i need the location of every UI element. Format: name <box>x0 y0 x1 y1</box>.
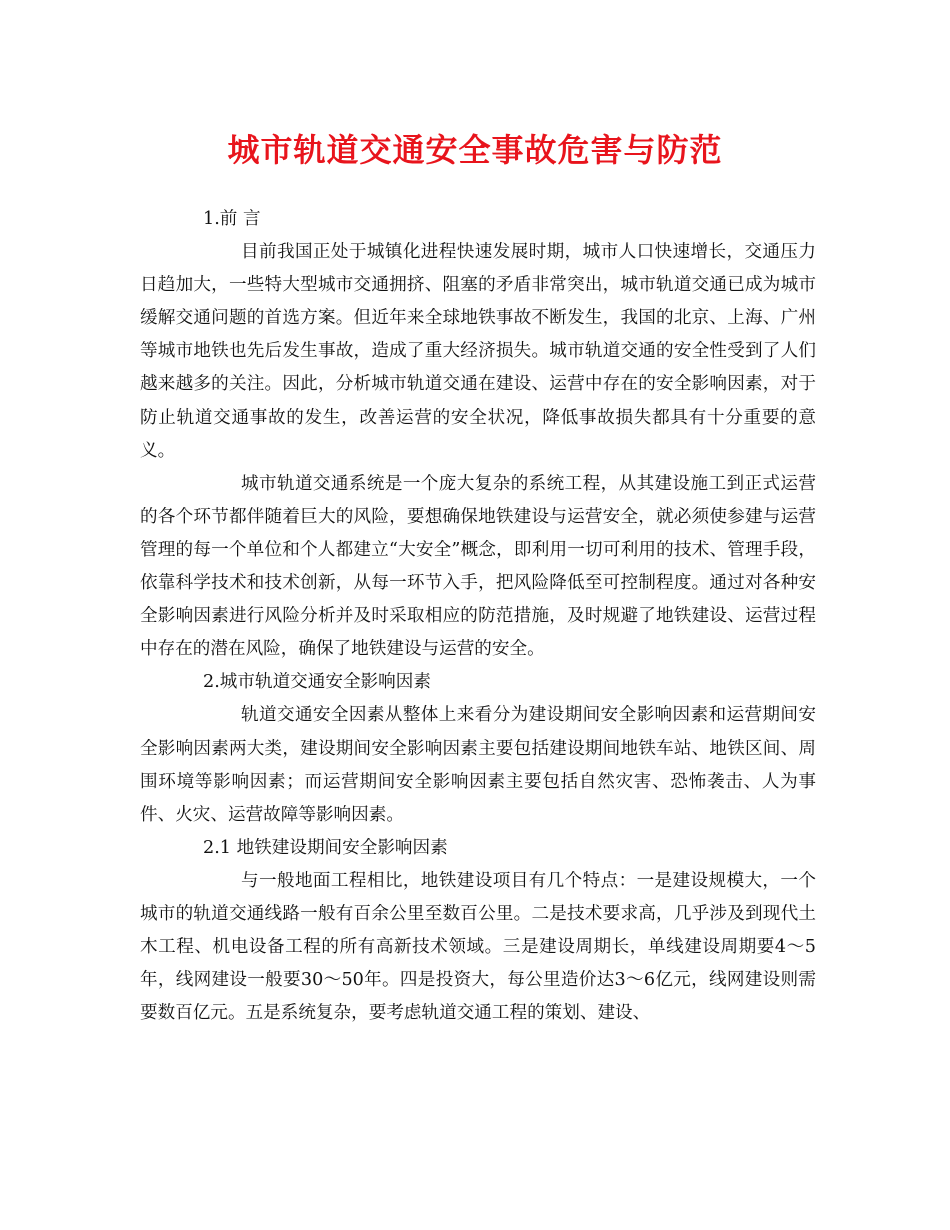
document-body <box>140 203 816 1030</box>
paragraph: 与一般地面工程相比，地铁建设项目有几个特点：一是建设规模大，一个城市的轨道交通线路一般有百余公里至数百公里。二是技术要求高，几乎涉及到现代土木工程、机电设备工程的所有高新技术领域。三是建设周期长，单线建设周期要4～5年，线网建设一般要30～50年。四是投资大，每公里造价达3～6亿元，线网建设则需要数百亿元。五是系统复杂，要考虑轨道交通工程的策划、建设、 <box>140 870 816 1024</box>
document-title: 城市轨道交通安全事故危害与防范 <box>227 131 723 169</box>
paragraph: 城市轨道交通系统是一个庞大复杂的系统工程，从其建设施工到正式运营的各个环节都伴随着巨大的风险，要想确保地铁建设与运营安全，就必须使参建与运营管理的每一个单位和个人都建立“大安全”概念，即利用一切可利用的技术、管理手段，依靠科学技术和技术创新，从每一环节入手，把风险降低至可控制程度。通过对各种安全影响因素进行风险分析并及时采取相应的防范措施，及时规避了地铁建设、运营过程中存在的潜在风险，确保了地铁建设与运营的安全。 <box>140 473 816 660</box>
section-heading-construction-factors: 2.1 地铁建设期间安全影响因素 <box>203 837 448 858</box>
paragraph: 轨道交通安全因素从整体上来看分为建设期间安全影响因素和运营期间安全影响因素两大类，建设期间安全影响因素主要包括建设期间地铁车站、地铁区间、周围环境等影响因素；而运营期间安全影响因素主要包括自然灾害、恐怖袭击、人为事件、火灾、运营故障等影响因素。 <box>140 705 816 825</box>
paragraph: 目前我国正处于城镇化进程快速发展时期，城市人口快速增长，交通压力日趋加大，一些特大型城市交通拥挤、阻塞的矛盾非常突出，城市轨道交通已成为城市缓解交通问题的首选方案。但近年来全球地铁事故不断发生，我国的北京、上海、广州等城市地铁也先后发生事故，造成了重大经济损失。城市轨道交通的安全性受到了人们越来越多的关注。因此，分析城市轨道交通在建设、运营中存在的安全影响因素，对于防止轨道交通事故的发生，改善运营的安全状况，降低事故损失都具有十分重要的意义。 <box>140 242 816 461</box>
section-heading-introduction: 1.前 言 <box>203 209 261 229</box>
section-heading-safety-factors: 2.城市轨道交通安全影响因素 <box>203 672 431 693</box>
